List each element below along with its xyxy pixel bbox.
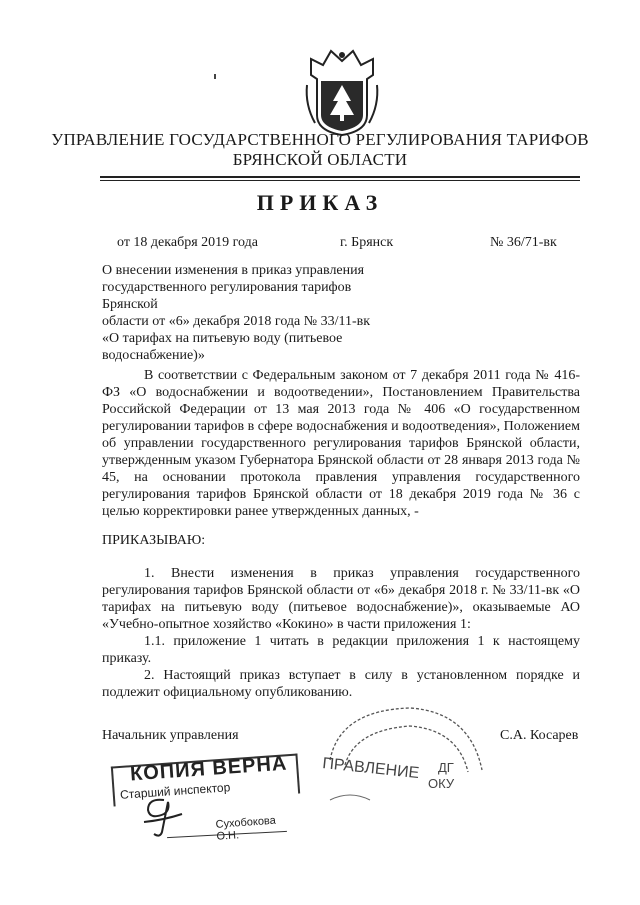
coat-of-arms-emblem [303,45,381,137]
document-subject [102,262,402,364]
header-rule-thick [100,176,580,178]
order-item: 1.1. приложение 1 читать в редакции приложения 1 к настоящему приказу. [102,634,580,666]
subject-line: водоснабжение)» [102,348,205,363]
official-stamp [310,700,485,845]
document-city: г. Брянск [340,235,394,250]
subject-line: О внесении изменения в приказ управления [102,263,365,278]
subject-line: области от «6» декабря 2018 года № 33/11-вк [102,314,371,329]
signatory-position: Начальник управления [102,728,239,743]
org-name-line1: УПРАВЛЕНИЕ ГОСУДАРСТВЕННОГО РЕГУЛИРОВАНИЯ ТАРИФОВ [51,130,589,149]
scan-speck [214,74,216,79]
stamp-text-top: ПРАВЛЕНИЕ [321,755,420,783]
handwritten-signature [134,792,194,838]
order-word: ПРИКАЗЫВАЮ: [102,533,206,548]
document-number: № 36/71-вк [490,235,557,250]
order-items [102,565,580,701]
copy-certified-stamp [112,752,297,843]
copy-stamp-name: Сухобокова О.Н. [215,814,277,843]
document-title: ПРИКАЗ [256,190,384,215]
document-date: от 18 декабря 2019 года [117,235,258,250]
stamp-text-right: ДГ [438,760,454,775]
org-name-line2: БРЯНСКОЙ ОБЛАСТИ [232,150,408,169]
preamble-text: В соответствии с Федеральным законом от 7 декабря 2011 года № 416-ФЗ «О водоснабжении и водоотведении», Постановлением Правительства Российской Федерации от 13 мая 2013 года № 406 «О государственном регулировании тарифов в сфере водоснабжения и водоотведения», Положением об управлении государственного регулирования тарифов Брянской области, утвержденным указом Губернатора Брянской области от 28 января 2013 года № 45, на основании протокола правления управления государственного регулирования тарифов Брянской области от 18 декабря 2019 года № 36 с целью корректировки ранее утвержденных данных, - [102,368,580,519]
order-item: 2. Настоящий приказ вступает в силу в установленном порядке и подлежит официальному опубликованию. [102,668,580,700]
preamble-block [102,367,580,520]
subject-line: «О тарифах на питьевую воду (питьевое [102,331,343,346]
copy-stamp-title: КОПИЯ ВЕРНА [129,752,289,786]
order-item: 1. Внести изменения в приказ управления государственного регулирования тарифов Брянской области от «6» декабря 2018 г. № 33/11-вк «О тарифах на питьевую воду (питьевое водоснабжение)», оказываемые АО «Учебно-опытное хозяйство «Кокино» в части приложения 1: [102,566,580,632]
copy-stamp-role: Старший инспектор [119,780,231,802]
header-rule-thin [100,180,580,181]
signatory-name: С.А. Косарев [500,728,579,743]
stamp-text-bottom: ОКУ [428,776,455,791]
subject-line: государственного регулирования тарифов Брянской [102,280,352,312]
